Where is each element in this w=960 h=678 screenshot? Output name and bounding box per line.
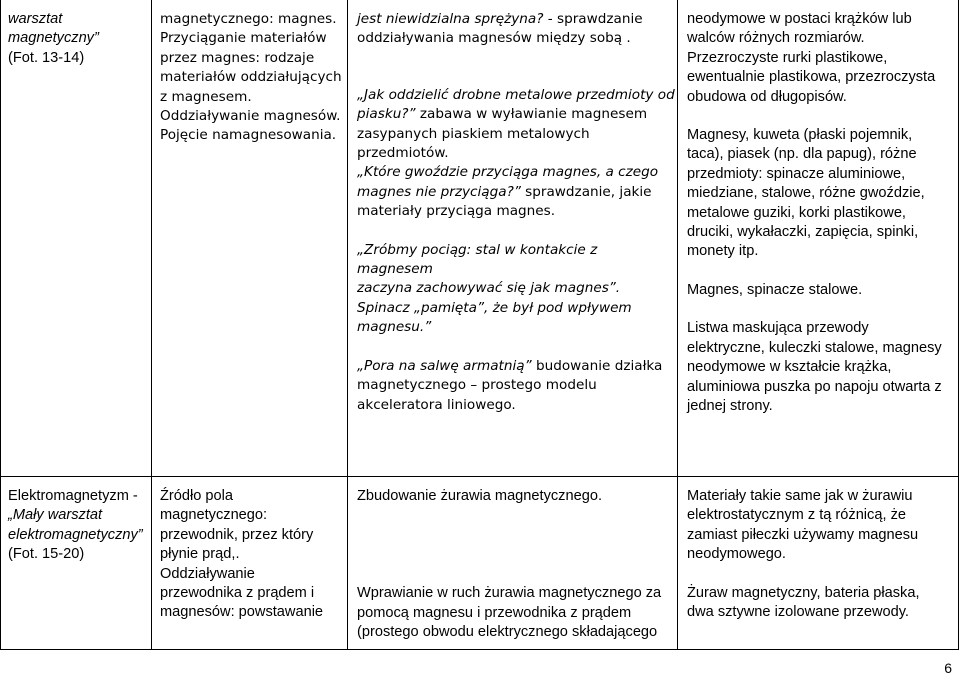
row2-content (160, 487, 344, 623)
activity-title-text: „Które gwoździe przyciąga magnes, a czego (357, 164, 659, 181)
activity-line (357, 396, 675, 415)
activity-block (357, 357, 675, 415)
activity-block (357, 241, 675, 338)
activity-text: budowanie działka (531, 357, 663, 374)
row1-activities (357, 10, 675, 415)
activity-line (357, 163, 675, 182)
activity-title-text: Spinacz „pamięta”, że był pod wpływem (357, 299, 632, 316)
materials-line: obudowa od długopisów. (687, 88, 847, 105)
activity-text: akceleratora liniowego. (357, 396, 516, 413)
materials-line: Magnesy, kuweta (płaski pojemnik, (687, 127, 913, 144)
activity-line (357, 86, 675, 105)
activity-block (357, 86, 675, 222)
activity-title-text: magnesu.” (357, 319, 432, 336)
materials-line: jednej strony. (687, 397, 773, 414)
table-divider-3 (677, 0, 678, 650)
activity-text: zabawa w wyławianie magnesem (415, 106, 648, 123)
activity-line (357, 10, 675, 29)
content-line: Oddziaływanie magnesów. (160, 108, 341, 125)
materials-line: Listwa maskująca przewody (687, 320, 869, 337)
activity-line (357, 29, 675, 48)
activity-text: - sprawdzanie (543, 11, 643, 27)
activity-line (357, 105, 675, 124)
materials-line: Materiały takie same jak w żurawiu (687, 488, 913, 504)
row2-activities (357, 487, 675, 643)
content-line: przez magnes: rodzaje (160, 49, 315, 66)
content-line: magnetycznego: magnes. (160, 11, 337, 27)
activity-text: materiały przyciąga magnes. (357, 203, 556, 220)
materials-block (687, 584, 957, 623)
activity-block (357, 10, 675, 49)
activity-line (357, 125, 675, 144)
activity-line: (prostego obwodu elektrycznego składającego (357, 624, 658, 641)
activity-title-text: „Zróbmy pociąg: stal w kontakcie z magnesem (357, 241, 598, 278)
materials-block (687, 10, 957, 107)
table-divider-2 (347, 0, 348, 650)
content-line: płynie prąd,. (160, 546, 240, 563)
table-border-right (958, 0, 959, 650)
activity-line (357, 318, 675, 337)
activity-title-text: zaczyna zachowywać się jak magnes”. (357, 280, 621, 297)
activity-text: magnetycznego – prostego modelu (357, 377, 597, 394)
activity-line: pomocą magnesu i przewodnika z prądem (357, 604, 632, 621)
content-line: magnesów: powstawanie (160, 604, 324, 621)
activity-text: zasypanych piaskiem metalowych (357, 125, 590, 142)
row1-topic-line: warsztat (8, 11, 63, 27)
topic-line: (Fot. 15-20) (8, 546, 85, 563)
row1-topic-photo-ref: (Fot. 13-14) (8, 49, 85, 66)
materials-line: Magnes, spinacze stalowe. (687, 281, 863, 298)
content-line: z magnesem. (160, 88, 252, 105)
materials-line: Przezroczyste rurki plastikowe, (687, 49, 888, 66)
activity-text: oddziaływania magnesów między sobą . (357, 30, 631, 47)
materials-line: ewentualnie plastikowa, przezroczysta (687, 69, 936, 86)
materials-line: aluminiowa puszka po napoju otwarta z (687, 378, 942, 395)
activity-text: przedmiotów. (357, 145, 449, 162)
topic-line: „Mały warsztat (8, 507, 103, 524)
row2-materials (687, 487, 957, 622)
row1-topic-line: magnetyczny” (8, 30, 99, 47)
materials-line: druciki, wykałaczki, zapięcia, spinki, (687, 224, 919, 241)
activity-line (357, 241, 675, 280)
materials-line: elektrostatycznym z tą różnicą, że (687, 507, 906, 524)
content-line: Pojęcie namagnesowania. (160, 127, 337, 144)
topic-line: elektromagnetyczny” (8, 526, 143, 543)
materials-block (687, 126, 957, 262)
activity-line (357, 202, 675, 221)
row1-materials (687, 10, 957, 416)
materials-line: monety itp. (687, 243, 759, 260)
materials-line: Żuraw magnetyczny, bateria płaska, (687, 584, 920, 601)
activity-block (357, 487, 675, 506)
activity-title-text: jest niewidzialna sprężyna? (357, 11, 544, 27)
page-number: 6 (944, 660, 952, 676)
activity-title-text: „Pora na salwę armatnią” (357, 357, 532, 374)
materials-block (687, 319, 957, 416)
materials-line: elektryczne, kuleczki stalowe, magnesy (687, 339, 942, 356)
activity-text: sprawdzanie, jakie (520, 183, 652, 200)
materials-line: taca), piasek (np. dla papug), różne (687, 146, 917, 163)
materials-line: neodymowe w postaci krążków lub (687, 11, 912, 27)
activity-block (357, 584, 675, 642)
materials-line: neodymowego. (687, 546, 786, 563)
activity-line: Wprawianie w ruch żurawia magnetycznego za (357, 585, 662, 602)
activity-title-text: „Jak oddzielić drobne metalowe przedmioty od (357, 86, 675, 103)
content-line: przewodnika z prądem i (160, 585, 315, 602)
content-line: przewodnik, przez który (160, 526, 314, 543)
content-line: Źródło pola (160, 488, 234, 504)
content-line: Oddziaływanie (160, 565, 255, 582)
activity-line (357, 183, 675, 202)
materials-line: miedziane, stalowe, różne gwoździe, (687, 185, 925, 202)
row2-topic (8, 487, 148, 565)
materials-line: zamiast piłeczki używamy magnesu (687, 526, 919, 543)
content-line: magnetycznego: (160, 507, 268, 524)
activity-line (357, 376, 675, 395)
activity-line (357, 279, 675, 298)
row1-topic (8, 10, 148, 68)
materials-line: walców różnych rozmiarów. (687, 30, 865, 47)
row-divider (0, 476, 959, 477)
activity-title-text: magnes nie przyciąga?” (357, 183, 521, 200)
activity-line: Zbudowanie żurawia magnetycznego. (357, 488, 602, 504)
activity-line (357, 144, 675, 163)
activity-line (357, 299, 675, 318)
activity-line (357, 357, 675, 376)
materials-block (687, 487, 957, 565)
topic-line: Elektromagnetyzm - (8, 488, 138, 504)
table-border-bottom (0, 649, 959, 650)
activity-title-text: piasku?” (357, 106, 416, 123)
table-divider-1 (151, 0, 152, 650)
materials-line: metalowe guziki, korki plastikowe, (687, 204, 906, 221)
materials-line: przedmioty: spinacze aluminiowe, (687, 165, 906, 182)
table-border-left (0, 0, 1, 650)
materials-block (687, 281, 957, 300)
materials-line: dwa sztywne izolowane przewody. (687, 604, 909, 621)
content-line: Przyciąganie materiałów (160, 30, 327, 47)
content-line: materiałów oddziałujących (160, 69, 342, 86)
materials-line: neodymowe w kształcie krążka, (687, 359, 892, 376)
row1-content (160, 10, 344, 146)
